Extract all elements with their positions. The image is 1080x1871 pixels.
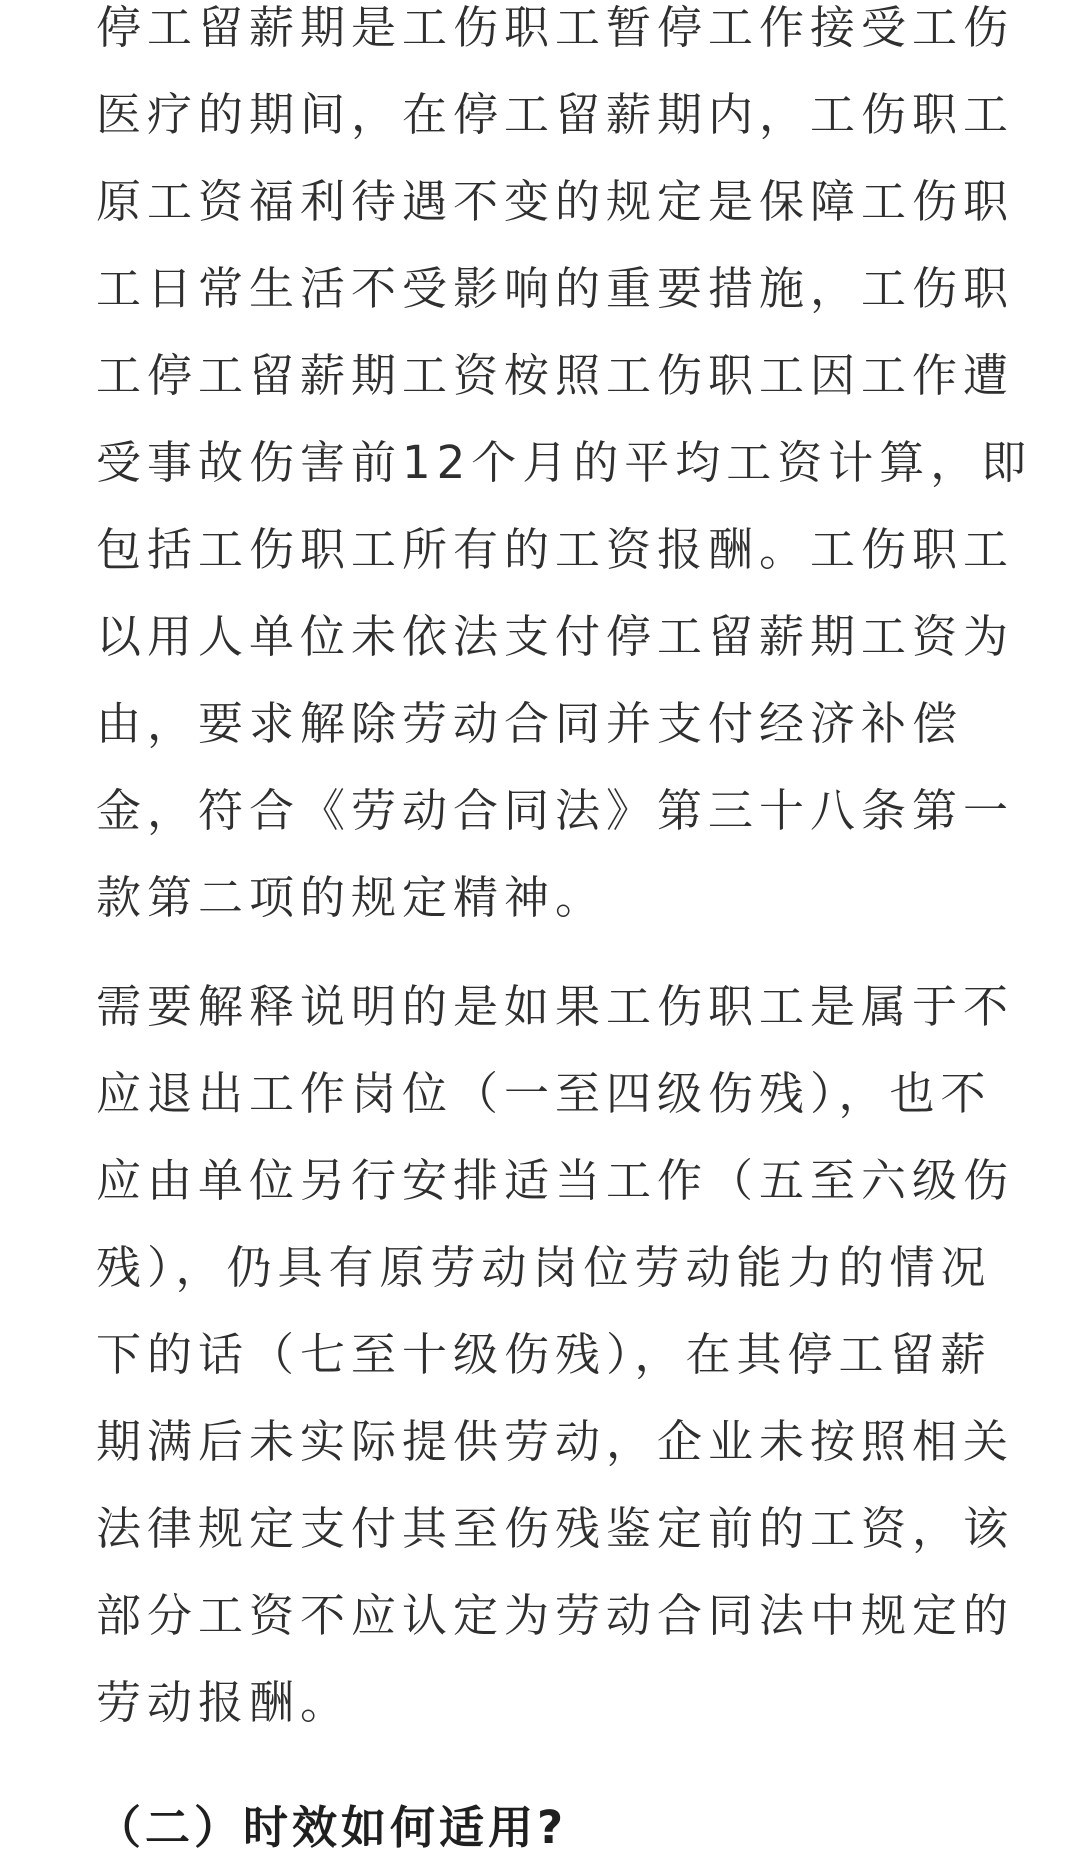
article-body [96, 0, 1033, 1871]
paragraph-line: 期满后未实际提供劳动，企业未按照相关 [96, 1415, 1015, 1468]
paragraph-line: 部分工资不应认定为劳动合同法中规定的 [96, 1589, 1015, 1642]
paragraph-2 [96, 963, 1015, 1746]
paragraph-line: 金，符合《劳动合同法》第三十八条第一 [96, 784, 1015, 837]
paragraph-line: 法律规定支付其至伤残鉴定前的工资，该 [96, 1502, 1015, 1555]
paragraph-1 [96, 0, 1033, 941]
paragraph-line: 下的话（七至十级伤残），在其停工留薪 [96, 1328, 992, 1381]
paragraph-line: 包括工伤职工所有的工资报酬。工伤职工 [96, 523, 1015, 576]
paragraph-line: 以用人单位未依法支付停工留薪期工资为 [96, 610, 1015, 663]
section-heading: （二）时效如何适用? [96, 1801, 568, 1854]
paragraph-line: 应退出工作岗位（一至四级伤残），也不 [96, 1067, 992, 1120]
paragraph-line: 需要解释说明的是如果工伤职工是属于不 [96, 980, 1015, 1033]
paragraph-line: 劳动报酬。 [96, 1676, 352, 1729]
paragraph-line: 残），仍具有原劳动岗位劳动能力的情况 [96, 1241, 992, 1294]
paragraph-line: 停工留薪期是工伤职工暂停工作接受工伤 [96, 1, 1015, 54]
paragraph-line: 原工资福利待遇不变的规定是保障工伤职 [96, 175, 1015, 228]
paragraph-line: 工停工留薪期工资桉照工伤职工因工作遭 [96, 349, 1015, 402]
paragraph-line: 医疗的期间，在停工留薪期内，工伤职工 [96, 88, 1015, 141]
paragraph-line: 工日常生活不受影响的重要措施，工伤职 [96, 262, 1015, 315]
paragraph-line: 受事故伤害前12个月的平均工资计算，即 [96, 436, 1033, 489]
paragraph-line: 由，要求解除劳动合同并支付经济补偿 [96, 697, 964, 750]
paragraph-line: 应由单位另行安排适当工作（五至六级伤 [96, 1154, 1015, 1207]
paragraph-line: 款第二项的规定精神。 [96, 871, 607, 924]
